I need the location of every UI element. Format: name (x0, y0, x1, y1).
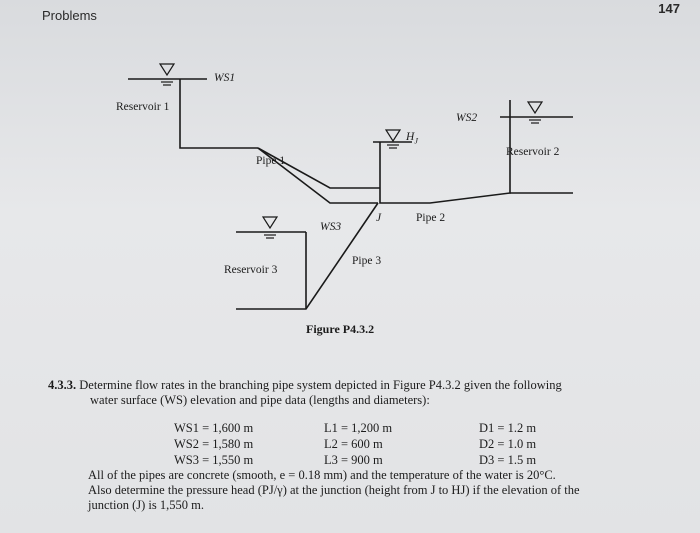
reservoir3-label: Reservoir 3 (224, 264, 278, 276)
table-row (174, 452, 599, 468)
conclusion-line-2: Also determine the pressure head (PJ/γ) at the junction (height from J to HJ) if the elevation of the (88, 483, 580, 497)
page-number: 147 (658, 1, 680, 16)
table-cell: L1 = 1,200 m (324, 420, 393, 435)
problem-number: 4.3.3. (48, 378, 77, 392)
problem-line-2: water surface (WS) elevation and pipe data (lengths and diameters): (90, 393, 430, 407)
ws1-label: WS1 (214, 72, 236, 84)
reservoir2-label: Reservoir 2 (506, 146, 560, 158)
ws3-triangle-icon (263, 217, 277, 238)
ws2-triangle-icon (528, 102, 542, 123)
ws1-triangle-icon (160, 64, 174, 85)
conclusion-line-3: junction (J) is 1,550 m. (88, 498, 204, 512)
table-cell: WS3 = 1,550 m (174, 452, 254, 467)
conclusion-line-1: All of the pipes are concrete (smooth, e = 0.18 mm) and the temperature of the water is 20°C. (88, 468, 556, 482)
table-cell: D3 = 1.5 m (479, 452, 537, 467)
figure-caption: Figure P4.3.2 (306, 322, 375, 336)
ws3-label: WS3 (320, 221, 342, 233)
table-cell: WS1 = 1,600 m (174, 420, 254, 435)
table-cell: L2 = 600 m (324, 436, 383, 451)
pipe1-label: Pipe 1 (256, 155, 286, 167)
pipe2-label: Pipe 2 (416, 212, 446, 224)
data-table (174, 420, 599, 468)
table-cell: D1 = 1.2 m (479, 420, 537, 435)
problem-text (48, 378, 668, 408)
pipe3-label: Pipe 3 (352, 255, 382, 267)
ws2-label: WS2 (456, 112, 478, 124)
problem-line-1: 4.3.3. Determine flow rates in the branching pipe system depicted in Figure P4.3.2 given the following (48, 378, 562, 392)
hj-label: $H_J$ (406, 131, 418, 146)
pipe2-line (380, 100, 510, 203)
problem-conclusion (88, 468, 668, 513)
table-row (174, 436, 599, 452)
section-header: Problems (42, 8, 97, 23)
junction-label: J (376, 212, 382, 224)
table-row (174, 420, 599, 436)
reservoir1-label: Reservoir 1 (116, 101, 170, 113)
pipe1-upper (258, 148, 380, 188)
table-cell: WS2 = 1,580 m (174, 436, 254, 451)
table-cell: L3 = 900 m (324, 452, 383, 467)
hj-triangle-icon (386, 130, 400, 148)
reservoir1-wall (180, 79, 258, 148)
table-cell: D2 = 1.0 m (479, 436, 537, 451)
